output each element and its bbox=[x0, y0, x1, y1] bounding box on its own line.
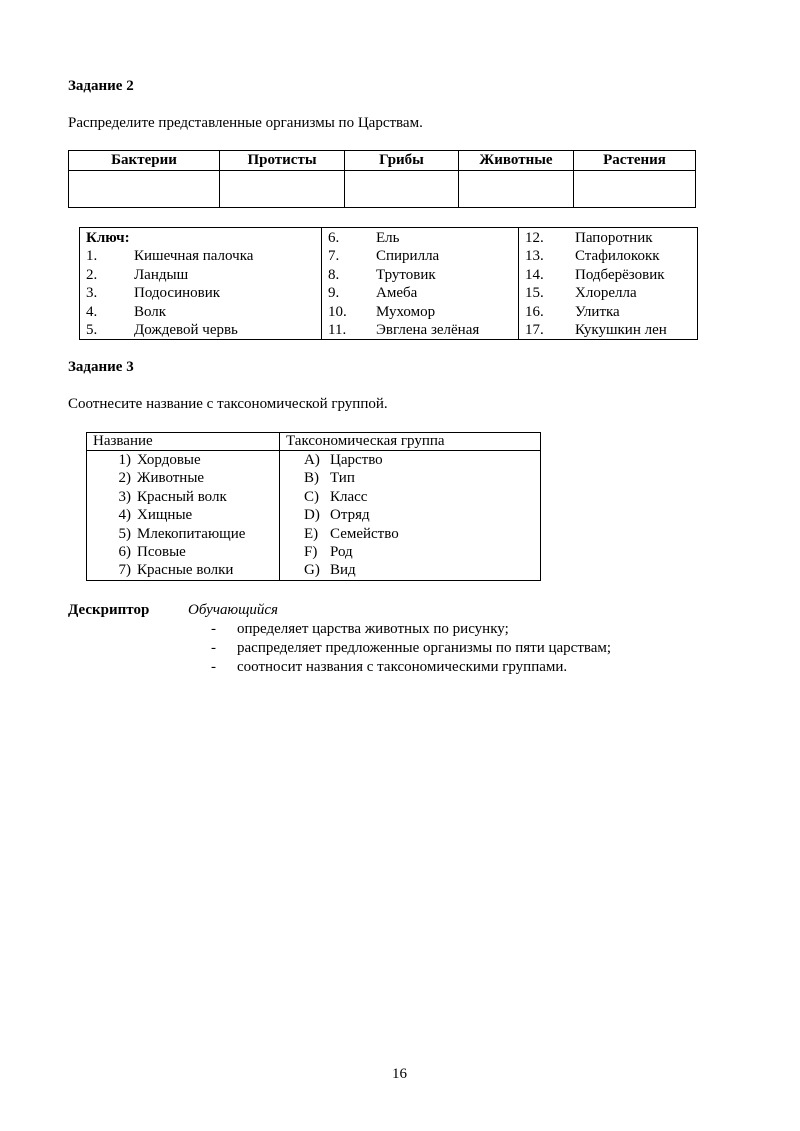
item-name: Стафилококк bbox=[575, 248, 660, 265]
answer-cell[interactable] bbox=[459, 171, 574, 208]
list-item bbox=[86, 321, 321, 339]
item-text: Псовые bbox=[137, 543, 186, 560]
key-column bbox=[80, 228, 322, 340]
list-item bbox=[328, 266, 518, 284]
descriptor-item: соотносит названия с таксономическими группами. bbox=[237, 659, 568, 675]
item-text: Животные bbox=[137, 470, 205, 487]
item-text: Красный волк bbox=[137, 488, 227, 505]
column-header: Таксономическая группа bbox=[280, 433, 541, 451]
answer-cell[interactable] bbox=[69, 171, 220, 208]
item-label: 3) bbox=[118, 488, 131, 505]
item-number: 8. bbox=[328, 266, 340, 283]
item-name: Ландыш bbox=[134, 266, 189, 283]
list-item bbox=[86, 284, 321, 302]
answer-cell[interactable] bbox=[220, 171, 345, 208]
list-item bbox=[525, 229, 697, 247]
item-label: A) bbox=[304, 452, 320, 468]
answer-cell[interactable] bbox=[574, 171, 696, 208]
item-text: Хордовые bbox=[137, 452, 201, 468]
item-name: Амеба bbox=[376, 285, 418, 302]
matching-table bbox=[86, 432, 541, 581]
bullet-dash: - bbox=[211, 659, 216, 675]
item-label: 1) bbox=[118, 452, 131, 468]
task2-instruction: Распределите представленные организмы по Царствам. bbox=[68, 115, 423, 131]
item-text: Вид bbox=[330, 562, 356, 579]
list-item bbox=[304, 488, 540, 506]
list-item bbox=[111, 543, 279, 561]
item-number: 12. bbox=[525, 230, 544, 246]
list-item bbox=[525, 321, 697, 339]
item-text: Хищные bbox=[137, 507, 193, 524]
item-number: 13. bbox=[525, 248, 544, 265]
list-item bbox=[328, 284, 518, 302]
list-item bbox=[111, 488, 279, 506]
groups-column bbox=[280, 451, 541, 581]
item-text: Семейство bbox=[330, 525, 399, 542]
item-label: 7) bbox=[118, 562, 131, 579]
list-item bbox=[304, 469, 540, 487]
item-number: 14. bbox=[525, 266, 544, 283]
list-item bbox=[304, 543, 540, 561]
item-name: Подберёзовик bbox=[575, 266, 665, 283]
list-item bbox=[525, 284, 697, 302]
key-column bbox=[322, 228, 519, 340]
item-name: Папоротник bbox=[575, 230, 653, 246]
list-item bbox=[525, 266, 697, 284]
item-number: 5. bbox=[86, 321, 98, 338]
kingdom-header: Грибы bbox=[345, 151, 459, 171]
list-item bbox=[86, 266, 321, 284]
key-label: Ключ: bbox=[86, 230, 130, 246]
item-label: B) bbox=[304, 470, 319, 487]
list-item bbox=[304, 506, 540, 524]
kingdom-header: Животные bbox=[459, 151, 574, 171]
item-number: 10. bbox=[328, 303, 347, 320]
item-label: 2) bbox=[118, 470, 131, 487]
item-label: 4) bbox=[118, 507, 131, 524]
item-number: 15. bbox=[525, 285, 544, 302]
names-column bbox=[87, 451, 280, 581]
list-item bbox=[111, 561, 279, 579]
bullet-dash: - bbox=[211, 640, 216, 656]
item-number: 16. bbox=[525, 303, 544, 320]
list-item bbox=[86, 303, 321, 321]
item-name: Кишечная палочка bbox=[134, 248, 254, 265]
item-name: Улитка bbox=[575, 303, 620, 320]
item-text: Млекопитающие bbox=[137, 525, 246, 542]
item-number: 3. bbox=[86, 285, 98, 302]
item-name: Кукушкин лен bbox=[575, 321, 667, 338]
item-text: Тип bbox=[330, 470, 355, 487]
item-name: Волк bbox=[134, 303, 167, 320]
bullet-dash: - bbox=[211, 621, 216, 637]
list-item bbox=[525, 303, 697, 321]
item-name: Эвглена зелёная bbox=[376, 321, 480, 338]
list-item bbox=[328, 321, 518, 339]
item-label: G) bbox=[304, 562, 320, 579]
item-number: 6. bbox=[328, 230, 340, 246]
item-text: Класс bbox=[330, 488, 368, 505]
item-label: C) bbox=[304, 488, 319, 505]
item-name: Подосиновик bbox=[134, 285, 221, 302]
item-label: D) bbox=[304, 507, 320, 524]
list-item bbox=[328, 247, 518, 265]
page-number: 16 bbox=[392, 1066, 407, 1082]
item-number: 7. bbox=[328, 248, 340, 265]
item-name: Трутовик bbox=[376, 266, 436, 283]
item-name: Спирилла bbox=[376, 248, 440, 265]
item-name: Ель bbox=[376, 230, 400, 246]
item-label: F) bbox=[304, 543, 318, 560]
item-text: Отряд bbox=[330, 507, 370, 524]
kingdoms-table bbox=[68, 150, 696, 208]
descriptor-subject: Обучающийся bbox=[188, 602, 279, 618]
item-text: Род bbox=[330, 543, 353, 560]
item-name: Мухомор bbox=[376, 303, 436, 320]
kingdom-header: Протисты bbox=[220, 151, 345, 171]
item-label: 5) bbox=[118, 525, 131, 542]
list-item bbox=[111, 451, 279, 469]
list-item bbox=[111, 506, 279, 524]
item-label: E) bbox=[304, 525, 319, 542]
item-number: 2. bbox=[86, 266, 98, 283]
task2-title: Задание 2 bbox=[68, 78, 134, 94]
item-name: Хлорелла bbox=[575, 285, 637, 302]
item-name: Дождевой червь bbox=[134, 321, 238, 338]
item-number: 11. bbox=[328, 321, 347, 338]
list-item bbox=[304, 451, 540, 469]
task3-instruction: Соотнесите название с таксономической группой. bbox=[68, 396, 388, 412]
key-column bbox=[519, 228, 698, 340]
column-header: Название bbox=[87, 433, 280, 451]
key-table bbox=[79, 227, 698, 340]
list-item bbox=[304, 525, 540, 543]
list-item bbox=[111, 525, 279, 543]
item-text: Красные волки bbox=[137, 562, 234, 579]
answer-cell[interactable] bbox=[345, 171, 459, 208]
list-item bbox=[304, 561, 540, 579]
item-number: 1. bbox=[86, 248, 98, 265]
item-number: 9. bbox=[328, 285, 340, 302]
descriptor-item: распределяет предложенные организмы по пяти царствам; bbox=[237, 640, 612, 656]
kingdom-header: Бактерии bbox=[69, 151, 220, 171]
task3-title: Задание 3 bbox=[68, 359, 134, 375]
item-text: Царство bbox=[330, 452, 383, 468]
descriptor-item: определяет царства животных по рисунку; bbox=[237, 621, 509, 637]
item-number: 17. bbox=[525, 321, 544, 338]
list-item bbox=[111, 469, 279, 487]
kingdom-header: Растения bbox=[574, 151, 696, 171]
list-item bbox=[328, 229, 518, 247]
list-item bbox=[525, 247, 697, 265]
item-label: 6) bbox=[118, 543, 131, 560]
list-item bbox=[328, 303, 518, 321]
descriptor-label: Дескриптор bbox=[68, 602, 150, 618]
item-number: 4. bbox=[86, 303, 98, 320]
list-item bbox=[86, 247, 321, 265]
